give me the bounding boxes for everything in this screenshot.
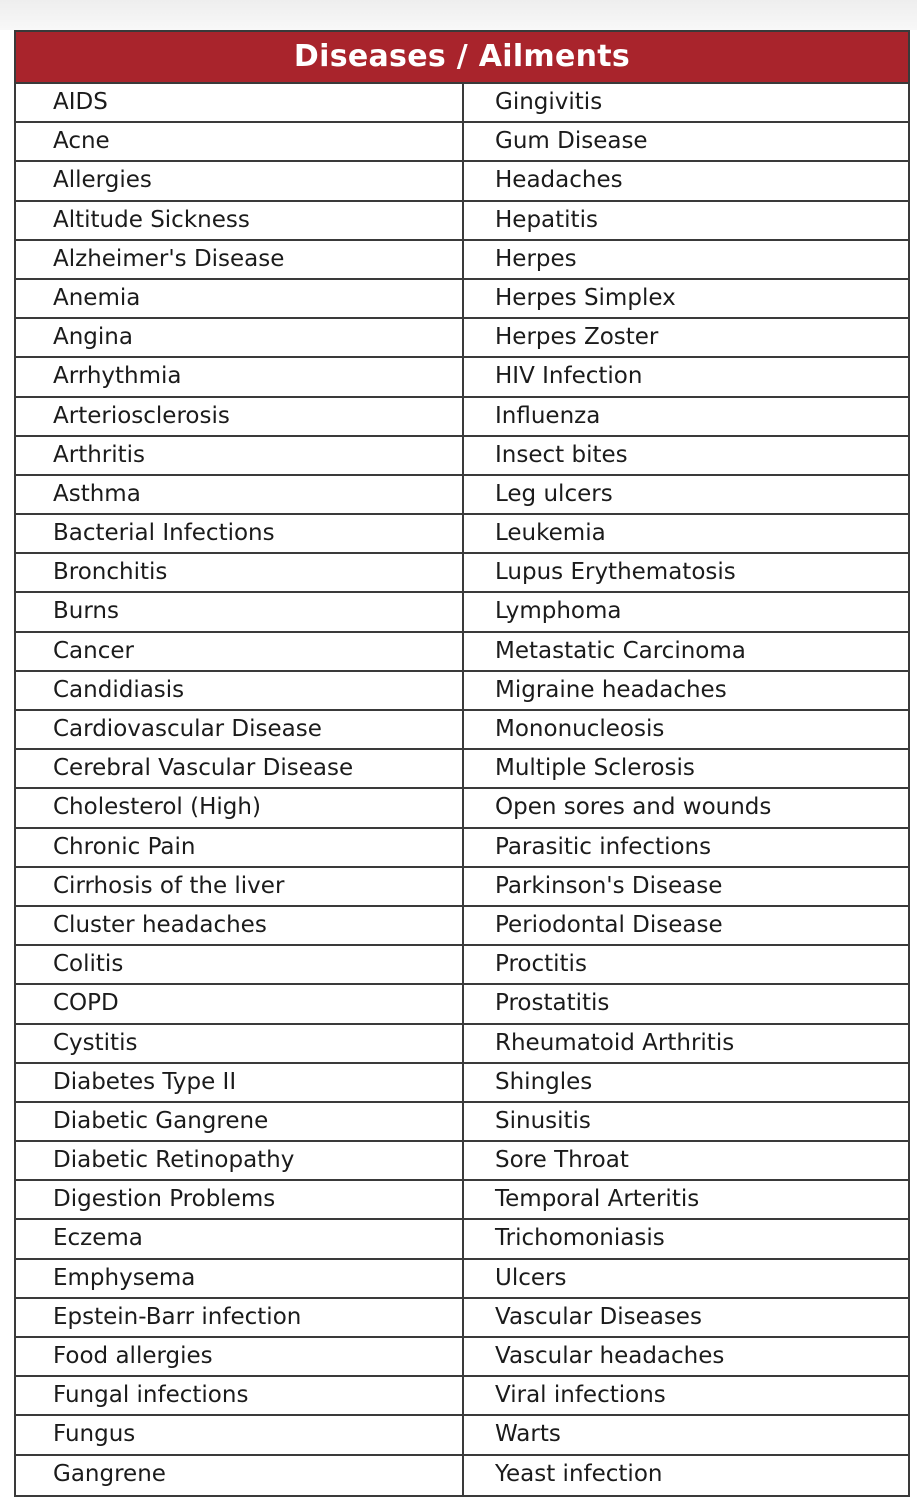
right-cell: Trichomoniasis — [495, 1225, 665, 1252]
right-cell: Viral infections — [495, 1382, 666, 1409]
left-cell: Emphysema — [16, 1260, 464, 1297]
right-cell: Headaches — [495, 167, 623, 194]
table-row — [16, 1260, 908, 1299]
left-cell: Cardiovascular Disease — [16, 711, 464, 748]
left-cell: Candidiasis — [16, 672, 464, 709]
right-cell: Leg ulcers — [495, 480, 613, 507]
table-row — [16, 554, 908, 593]
right-cell: Shingles — [495, 1068, 593, 1095]
diseases-table — [14, 30, 910, 1497]
table-row — [16, 1142, 908, 1181]
right-cell: HIV Infection — [495, 363, 643, 390]
right-cell: Parasitic infections — [495, 833, 712, 860]
table-row — [16, 672, 908, 711]
left-cell: Cholesterol (High) — [16, 789, 464, 826]
table-row — [16, 633, 908, 672]
right-cell: Rheumatoid Arthritis — [495, 1029, 735, 1056]
left-cell: Eczema — [16, 1220, 464, 1257]
left-cell: Asthma — [16, 476, 464, 513]
table-row — [16, 946, 908, 985]
left-cell: Altitude Sickness — [16, 202, 464, 239]
right-cell: Open sores and wounds — [495, 794, 772, 821]
left-cell: Arthritis — [16, 437, 464, 474]
left-cell: Cirrhosis of the liver — [16, 868, 464, 905]
right-cell: Lupus Erythematosis — [495, 559, 736, 586]
table-row — [16, 907, 908, 946]
left-cell: Diabetes Type II — [16, 1064, 464, 1101]
table-row — [16, 1103, 908, 1142]
table-row — [16, 1064, 908, 1103]
table-row — [16, 437, 908, 476]
right-cell: Gum Disease — [495, 128, 648, 155]
right-cell: Herpes Simplex — [495, 284, 676, 311]
table-row — [16, 84, 908, 123]
table-row — [16, 985, 908, 1024]
table-row — [16, 1377, 908, 1416]
left-cell: Arteriosclerosis — [16, 398, 464, 435]
left-cell: Diabetic Retinopathy — [16, 1142, 464, 1179]
right-cell: Sinusitis — [495, 1107, 591, 1134]
table-row — [16, 476, 908, 515]
left-cell: Food allergies — [16, 1338, 464, 1375]
table-row — [16, 1416, 908, 1455]
right-cell: Leukemia — [495, 520, 606, 547]
left-cell: Arrhythmia — [16, 358, 464, 395]
table-row — [16, 750, 908, 789]
right-cell: Ulcers — [495, 1264, 567, 1291]
left-cell: Cancer — [16, 633, 464, 670]
table-row — [16, 162, 908, 201]
left-cell: Alzheimer's Disease — [16, 241, 464, 278]
right-cell: Parkinson's Disease — [495, 872, 723, 899]
table-row — [16, 1220, 908, 1259]
left-cell: Anemia — [16, 280, 464, 317]
right-cell: Metastatic Carcinoma — [495, 637, 746, 664]
right-cell: Herpes — [495, 245, 577, 272]
right-cell: Gingivitis — [495, 89, 603, 115]
table-row — [16, 1181, 908, 1220]
right-cell: Warts — [495, 1421, 561, 1448]
left-cell: Angina — [16, 319, 464, 356]
left-cell: Diabetic Gangrene — [16, 1103, 464, 1140]
right-cell: Prostatitis — [495, 990, 610, 1017]
left-cell: Bronchitis — [16, 554, 464, 591]
table-row — [16, 358, 908, 397]
table-row — [16, 1456, 908, 1495]
left-cell: Gangrene — [16, 1456, 464, 1495]
right-cell: Influenza — [495, 402, 601, 429]
table-row — [16, 202, 908, 241]
left-cell: COPD — [16, 985, 464, 1022]
table-row — [16, 789, 908, 828]
left-cell: Bacterial Infections — [16, 515, 464, 552]
table-row — [16, 1338, 908, 1377]
left-cell: Fungal infections — [16, 1377, 464, 1414]
table-row — [16, 515, 908, 554]
left-cell: Acne — [16, 123, 464, 160]
left-cell: Allergies — [16, 162, 464, 199]
left-cell: Chronic Pain — [16, 829, 464, 866]
right-cell: Hepatitis — [495, 206, 598, 233]
right-cell: Herpes Zoster — [495, 324, 659, 351]
left-cell: Fungus — [16, 1416, 464, 1453]
table-body — [16, 84, 908, 1495]
right-cell: Insect bites — [495, 441, 628, 468]
right-cell: Periodontal Disease — [495, 911, 723, 938]
table-row — [16, 398, 908, 437]
table-row — [16, 868, 908, 907]
right-cell: Multiple Sclerosis — [495, 755, 695, 782]
left-cell: AIDS — [16, 84, 464, 121]
right-cell: Vascular headaches — [495, 1343, 725, 1369]
left-cell: Colitis — [16, 946, 464, 983]
table-row — [16, 280, 908, 319]
left-cell: Cluster headaches — [16, 907, 464, 944]
table-row — [16, 711, 908, 750]
page-top-shading — [0, 0, 917, 30]
left-cell: Cystitis — [16, 1025, 464, 1062]
table-row — [16, 829, 908, 868]
table-row — [16, 593, 908, 632]
right-cell: Mononucleosis — [495, 716, 665, 742]
table-row — [16, 1025, 908, 1064]
right-cell: Proctitis — [495, 951, 587, 978]
left-cell: Digestion Problems — [16, 1181, 464, 1218]
table-title: Diseases / Ailments — [16, 32, 908, 84]
right-cell: Lymphoma — [495, 598, 622, 625]
right-cell: Temporal Arteritis — [495, 1186, 700, 1213]
left-cell: Burns — [16, 593, 464, 630]
table-row — [16, 1299, 908, 1338]
table-row — [16, 241, 908, 280]
table-row — [16, 123, 908, 162]
right-cell: Yeast infection — [495, 1460, 663, 1487]
right-cell: Sore Throat — [495, 1147, 629, 1174]
right-cell: Migraine headaches — [495, 676, 727, 703]
table-row — [16, 319, 908, 358]
left-cell: Epstein-Barr infection — [16, 1299, 464, 1336]
right-cell: Vascular Diseases — [495, 1303, 702, 1330]
left-cell: Cerebral Vascular Disease — [16, 750, 464, 787]
